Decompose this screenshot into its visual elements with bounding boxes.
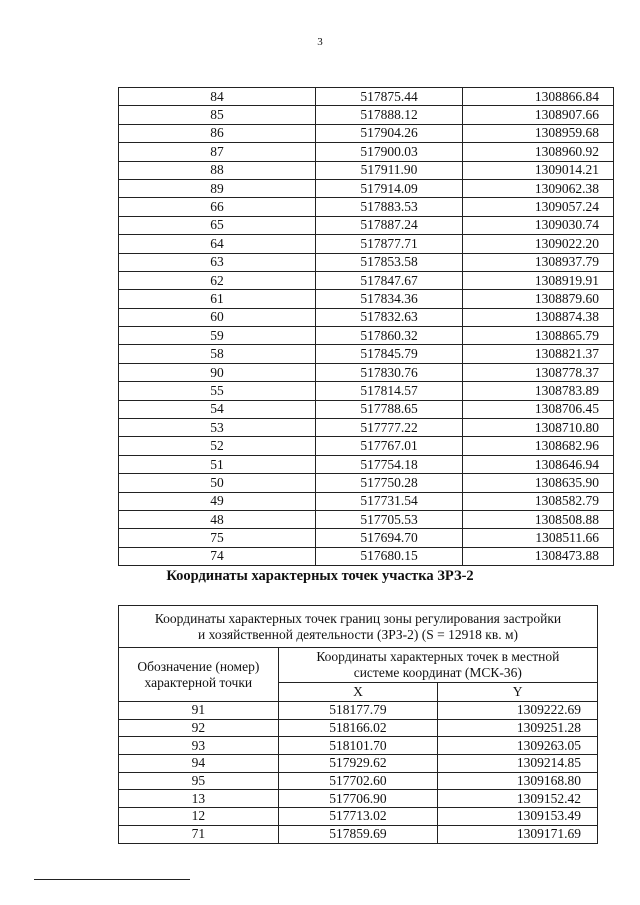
table-header-row (119, 648, 598, 683)
table-row (119, 400, 614, 418)
table-caption (119, 606, 598, 648)
x-coordinate-cell: 517814.57 (316, 382, 463, 400)
point-number-cell: 91 (119, 702, 279, 720)
table-row (119, 161, 614, 179)
y-coordinate-cell: 1309168.80 (438, 772, 598, 790)
y-coordinate-cell: 1308907.66 (463, 106, 614, 124)
x-coordinate-cell: 517830.76 (316, 363, 463, 381)
x-coordinate-cell: 517706.90 (278, 790, 438, 808)
table-row (119, 719, 598, 737)
table-row (119, 547, 614, 565)
x-coordinate-cell: 517900.03 (316, 143, 463, 161)
x-coordinate-cell: 517694.70 (316, 529, 463, 547)
y-coordinate-cell: 1308937.79 (463, 253, 614, 271)
point-number-cell: 89 (119, 179, 316, 197)
header-designation-line1: Обозначение (номер) (137, 658, 260, 674)
table-row (119, 271, 614, 289)
point-number-cell: 75 (119, 529, 316, 547)
table-row (119, 437, 614, 455)
point-number-cell: 65 (119, 216, 316, 234)
table-row (119, 492, 614, 510)
x-coordinate-cell: 517875.44 (316, 88, 463, 106)
x-coordinate-cell: 517788.65 (316, 400, 463, 418)
table-row (119, 198, 614, 216)
table-row (119, 308, 614, 326)
table-row (119, 529, 614, 547)
point-number-cell: 66 (119, 198, 316, 216)
y-coordinate-cell: 1309171.69 (438, 825, 598, 843)
table-caption-line2: и хозяйственной деятельности (ЗРЗ-2) (S = 12918 кв. м) (197, 627, 518, 642)
header-point-designation (119, 648, 279, 702)
table-row (119, 382, 614, 400)
table-row (119, 253, 614, 271)
y-coordinate-cell: 1308646.94 (463, 455, 614, 473)
x-coordinate-cell: 518166.02 (278, 719, 438, 737)
x-coordinate-cell: 517883.53 (316, 198, 463, 216)
y-coordinate-cell: 1308866.84 (463, 88, 614, 106)
table-row (119, 455, 614, 473)
x-coordinate-cell: 517853.58 (316, 253, 463, 271)
x-coordinate-cell: 517847.67 (316, 271, 463, 289)
x-coordinate-cell: 517904.26 (316, 124, 463, 142)
point-number-cell: 93 (119, 737, 279, 755)
x-coordinate-cell: 517834.36 (316, 290, 463, 308)
y-coordinate-cell: 1308706.45 (463, 400, 614, 418)
y-coordinate-cell: 1309251.28 (438, 719, 598, 737)
point-number-cell: 87 (119, 143, 316, 161)
x-coordinate-cell: 517860.32 (316, 327, 463, 345)
point-number-cell: 71 (119, 825, 279, 843)
y-coordinate-cell: 1308879.60 (463, 290, 614, 308)
table-row (119, 327, 614, 345)
x-coordinate-cell: 517713.02 (278, 808, 438, 826)
x-coordinate-cell: 518177.79 (278, 702, 438, 720)
point-number-cell: 64 (119, 235, 316, 253)
y-coordinate-cell: 1308874.38 (463, 308, 614, 326)
point-number-cell: 51 (119, 455, 316, 473)
point-number-cell: 48 (119, 510, 316, 528)
y-coordinate-cell: 1309263.05 (438, 737, 598, 755)
y-coordinate-cell: 1309014.21 (463, 161, 614, 179)
x-coordinate-cell: 517887.24 (316, 216, 463, 234)
header-x: X (278, 683, 438, 702)
point-number-cell: 53 (119, 419, 316, 437)
x-coordinate-cell: 518101.70 (278, 737, 438, 755)
y-coordinate-cell: 1309062.38 (463, 179, 614, 197)
y-coordinate-cell: 1308821.37 (463, 345, 614, 363)
point-number-cell: 63 (119, 253, 316, 271)
footnote-divider (34, 879, 190, 880)
x-coordinate-cell: 517859.69 (278, 825, 438, 843)
section-title: Координаты характерных точек участка ЗРЗ-2 (166, 568, 474, 584)
x-coordinate-cell: 517754.18 (316, 455, 463, 473)
table-caption-row (119, 606, 598, 648)
table-row (119, 474, 614, 492)
zrz2-table-body (119, 606, 598, 844)
table-row (119, 235, 614, 253)
point-number-cell: 54 (119, 400, 316, 418)
y-coordinate-cell: 1309153.49 (438, 808, 598, 826)
y-coordinate-cell: 1309022.20 (463, 235, 614, 253)
header-designation-line2: характерной точки (144, 674, 253, 690)
header-y: Y (438, 683, 598, 702)
point-number-cell: 55 (119, 382, 316, 400)
x-coordinate-cell: 517750.28 (316, 474, 463, 492)
x-coordinate-cell: 517702.60 (278, 772, 438, 790)
header-system-line2: системе координат (МСК-36) (353, 665, 522, 680)
table-row (119, 216, 614, 234)
point-number-cell: 95 (119, 772, 279, 790)
y-coordinate-cell: 1308710.80 (463, 419, 614, 437)
table-row (119, 772, 598, 790)
table-row (119, 419, 614, 437)
table-row (119, 737, 598, 755)
y-coordinate-cell: 1308778.37 (463, 363, 614, 381)
table-row (119, 88, 614, 106)
point-number-cell: 13 (119, 790, 279, 808)
point-number-cell: 49 (119, 492, 316, 510)
y-coordinate-cell: 1308635.90 (463, 474, 614, 492)
point-number-cell: 62 (119, 271, 316, 289)
header-coordinate-system (278, 648, 597, 683)
coordinates-table-body (119, 88, 614, 566)
table-row (119, 345, 614, 363)
table-row (119, 106, 614, 124)
table-row (119, 702, 598, 720)
y-coordinate-cell: 1308919.91 (463, 271, 614, 289)
x-coordinate-cell: 517888.12 (316, 106, 463, 124)
point-number-cell: 84 (119, 88, 316, 106)
x-coordinate-cell: 517777.22 (316, 419, 463, 437)
point-number-cell: 60 (119, 308, 316, 326)
table-row (119, 124, 614, 142)
table-row (119, 290, 614, 308)
point-number-cell: 94 (119, 755, 279, 773)
table-row (119, 808, 598, 826)
x-coordinate-cell: 517914.09 (316, 179, 463, 197)
point-number-cell: 85 (119, 106, 316, 124)
table-row (119, 510, 614, 528)
x-coordinate-cell: 517680.15 (316, 547, 463, 565)
y-coordinate-cell: 1308865.79 (463, 327, 614, 345)
y-coordinate-cell: 1309152.42 (438, 790, 598, 808)
y-coordinate-cell: 1308582.79 (463, 492, 614, 510)
point-number-cell: 90 (119, 363, 316, 381)
point-number-cell: 52 (119, 437, 316, 455)
point-number-cell: 88 (119, 161, 316, 179)
point-number-cell: 59 (119, 327, 316, 345)
x-coordinate-cell: 517705.53 (316, 510, 463, 528)
y-coordinate-cell: 1308473.88 (463, 547, 614, 565)
y-coordinate-cell: 1309222.69 (438, 702, 598, 720)
point-number-cell: 50 (119, 474, 316, 492)
point-number-cell: 58 (119, 345, 316, 363)
y-coordinate-cell: 1308960.92 (463, 143, 614, 161)
x-coordinate-cell: 517767.01 (316, 437, 463, 455)
x-coordinate-cell: 517845.79 (316, 345, 463, 363)
x-coordinate-cell: 517929.62 (278, 755, 438, 773)
table-row (119, 143, 614, 161)
page-number: 3 (317, 36, 323, 48)
table-caption-line1: Координаты характерных точек границ зоны регулирования застройки (154, 611, 562, 626)
x-coordinate-cell: 517877.71 (316, 235, 463, 253)
point-number-cell: 61 (119, 290, 316, 308)
y-coordinate-cell: 1308783.89 (463, 382, 614, 400)
y-coordinate-cell: 1308959.68 (463, 124, 614, 142)
x-coordinate-cell: 517731.54 (316, 492, 463, 510)
y-coordinate-cell: 1308508.88 (463, 510, 614, 528)
y-coordinate-cell: 1309214.85 (438, 755, 598, 773)
x-coordinate-cell: 517832.63 (316, 308, 463, 326)
y-coordinate-cell: 1309030.74 (463, 216, 614, 234)
point-number-cell: 86 (119, 124, 316, 142)
header-system-line1: Координаты характерных точек в местной (316, 649, 560, 664)
table-row (119, 179, 614, 197)
table-row (119, 755, 598, 773)
point-number-cell: 74 (119, 547, 316, 565)
table-row (119, 825, 598, 843)
table-row (119, 363, 614, 381)
y-coordinate-cell: 1309057.24 (463, 198, 614, 216)
zrz2-coordinates-table (118, 605, 598, 844)
point-number-cell: 12 (119, 808, 279, 826)
y-coordinate-cell: 1308511.66 (463, 529, 614, 547)
y-coordinate-cell: 1308682.96 (463, 437, 614, 455)
point-number-cell: 92 (119, 719, 279, 737)
coordinates-table-continued (118, 87, 614, 566)
x-coordinate-cell: 517911.90 (316, 161, 463, 179)
table-row (119, 790, 598, 808)
